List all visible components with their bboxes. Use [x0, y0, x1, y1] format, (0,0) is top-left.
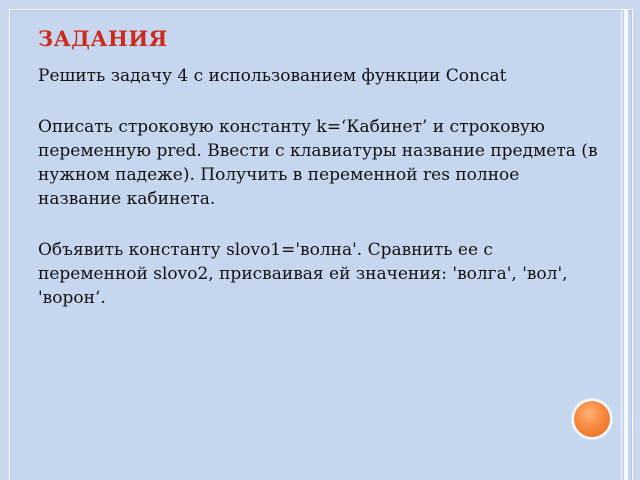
task-paragraph-3: Объявить константу slovo1='волна'. Сравнить ее с переменной slovo2, присваивая ей значения: 'волга', 'вол', 'ворон‘.: [38, 240, 568, 308]
slide-body: [38, 64, 598, 337]
orange-circle-decoration: [572, 399, 612, 439]
slide-title: ЗАДАНИЯ: [38, 26, 168, 51]
decorative-stripe: [624, 9, 628, 480]
task-paragraph-1: Решить задачу 4 с использованием функции Concat: [38, 66, 507, 86]
decorative-stripe-thin: [621, 9, 622, 480]
task-paragraph-2: Описать строковую константу k=‘Кабинет’ и строковую переменную pred. Ввести с клавиатуры название предмета (в нужном падеже). Получить в переменной res полное название кабинета.: [38, 117, 598, 209]
